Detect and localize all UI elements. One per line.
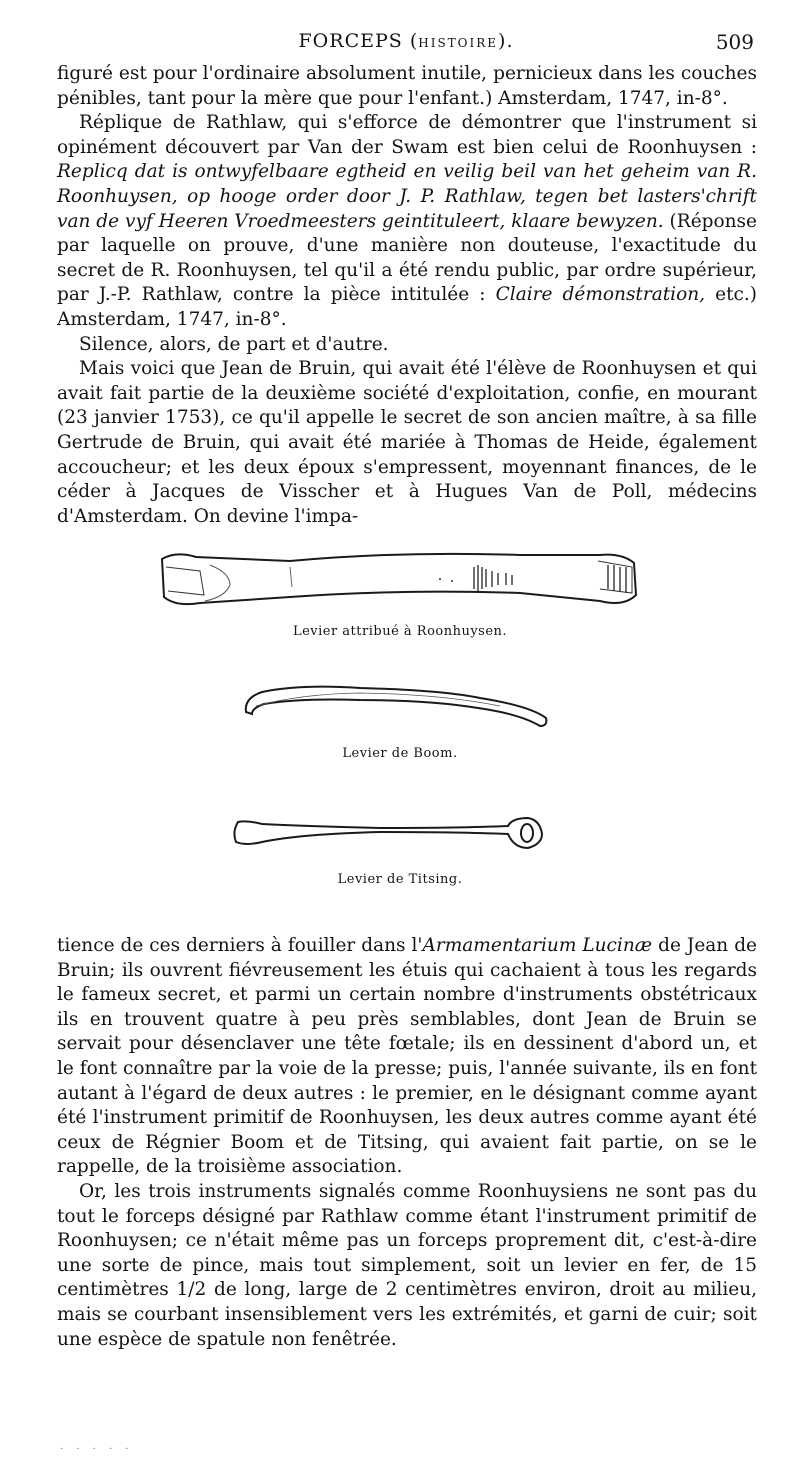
figure-2-caption: Levier de Boom. <box>342 746 458 761</box>
paragraph-2-text-a: Réplique de Rathlaw, qui s'efforce de démontrer que l'instrument si opinément découvert par Van der Swam est bien celui de Roonhuysen : <box>57 112 757 158</box>
paragraph-5-text-b: de Jean de Bruin; ils ouvrent fiévreusement les étuis qui cachaient à tous les regards le fameux secret, et parmi un certain nombre d'instruments obstétricaux ils en trouvent quatre à peu près semblables, dont Jean de Bruin se servait pour désenclaver une tête fœtale; ils en dessinent d'abord un, et le font connaître par la voie de la presse; puis, l'année suivante, ils en font autant à l'égard de deux autres : le premier, en le désignant comme ayant été l'instrument primitif de Roonhuysen, les deux autres comme ayant été ceux de Régnier Boom et de Titsing, qui avaient fait partie, on se le rappelle, de la troisième association. <box>57 935 758 1178</box>
running-title-close: ). <box>498 30 514 52</box>
running-title-open: ( <box>402 30 419 52</box>
figure-titsing-lever <box>0 808 800 858</box>
dutch-title: Replicq dat is ontwyfelbaare egtheid en veilig beil van het geheim van R. Roonhuysen, op hooge order door J. P. Rathlaw, tegen bet lasters'chrift van de vyf Heeren Vroedmeesters geintituleert, klaare bewyzen. <box>57 161 757 232</box>
paragraph-2-text-b: (Réponse par laquelle on prouve, d'une manière non douteuse, l'exactitude du secret de R. Roonhuysen, tel qu'il a été rendu public, par ordre supérieur, par J.-P. Rathlaw, contre la pièce intitulée : <box>57 210 757 306</box>
paragraph-3: Silence, alors, de part et d'autre. <box>79 333 389 355</box>
figure-roonhuysen-lever <box>0 545 800 615</box>
roonhuysen-lever-drawing <box>0 545 800 615</box>
running-header <box>58 30 754 58</box>
figure-boom-lever <box>0 680 800 730</box>
armamentarium-title: Armamentarium Lucinæ <box>422 935 653 956</box>
piece-title: Claire démonstration, <box>495 284 706 306</box>
paragraph-2 <box>57 111 757 332</box>
bottom-text-block <box>57 934 757 1352</box>
titsing-lever-drawing <box>0 808 800 858</box>
paragraph-6: Or, les trois instruments signalés comme Roonhuysiens ne sont pas du tout le forceps désigné par Rathlaw comme étant l'instrument primitif de Roonhuysen; ce n'était même pas un forceps proprement dit, c'est-à-dire une sorte de pince, mais tout simplement, soit un levier en fer, de 15 centimètres 1/2 de long, large de 2 centimètres environ, droit au milieu, mais se courbant insensiblement vers les extrémités, et garni de cuir; soit une espèce de spatule non fenêtrée. <box>57 1180 757 1350</box>
figure-3-caption: Levier de Titsing. <box>337 872 463 887</box>
figure-1-caption: Levier attribué à Roonhuysen. <box>292 624 508 639</box>
paragraph-4: Mais voici que Jean de Bruin, qui avait été l'élève de Roonhuysen et qui avait fait partie de la deuxième société d'exploitation, confie, en mourant (23 janvier 1753), ce qu'il appelle le secret de son ancien maître, à sa fille Gertrude de Bruin, qui avait été mariée à Thomas de Heide, également accoucheur; et les deux époux s'empressent, moyennant finances, de le céder à Jacques de Visscher et à Hugues Van de Poll, médecins d'Amsterdam. On devine l'impa- <box>57 358 757 527</box>
running-title <box>58 30 754 52</box>
top-text-block <box>57 62 757 529</box>
boom-lever-drawing <box>0 680 800 730</box>
page-number: 509 <box>715 30 754 54</box>
paragraph-1: figuré est pour l'ordinaire absolument inutile, pernicieux dans les couches pénibles, tant pour la mère que pour l'enfant.) Amsterdam, 1747, in-8°. <box>57 63 757 109</box>
paragraph-5 <box>57 934 757 1180</box>
running-title-small: HISTOIRE <box>418 36 499 50</box>
running-title-main: FORCEPS <box>298 30 403 52</box>
scan-specks: · · · · · <box>60 1444 134 1455</box>
paragraph-5-text-a: tience de ces derniers à fouiller dans l' <box>57 935 423 956</box>
paragraph-2-text-c: etc.) Amsterdam, 1747, in-8°. <box>57 284 757 330</box>
